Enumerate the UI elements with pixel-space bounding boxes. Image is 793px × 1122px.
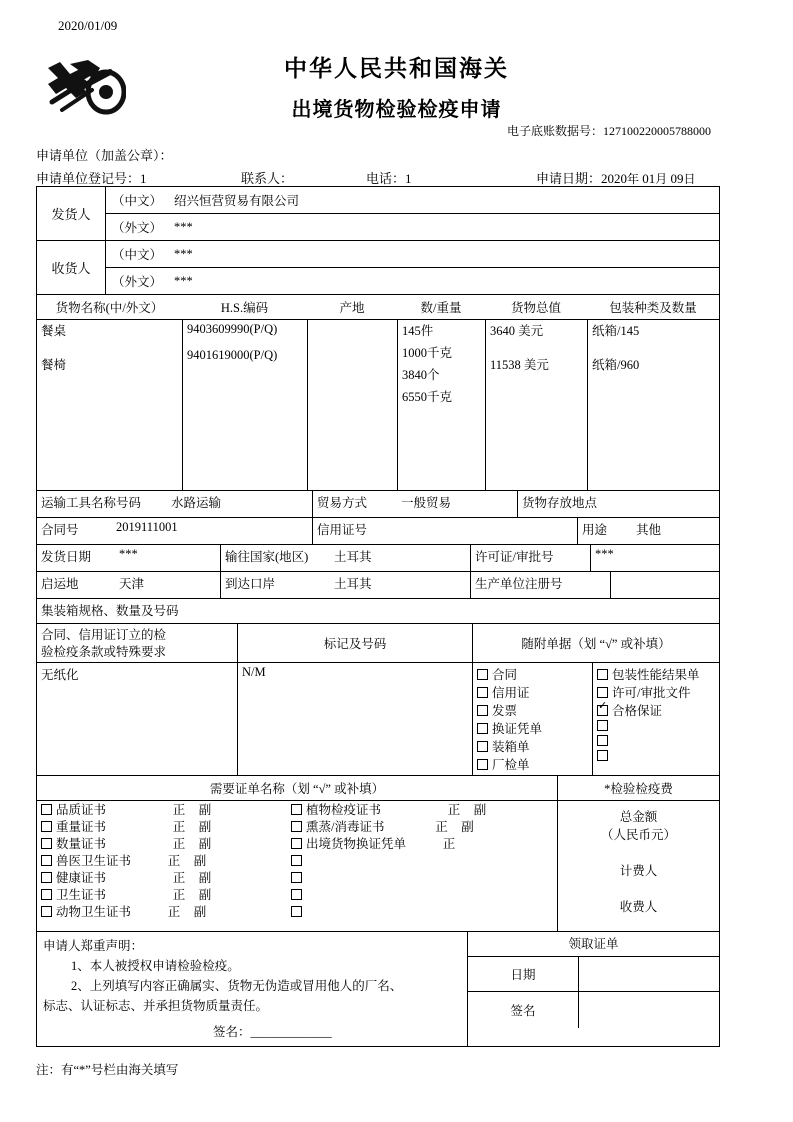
clauses-left-value[interactable]: 无纸化 <box>41 668 79 682</box>
fee-charger-label: 计费人 <box>619 864 658 878</box>
dest-country-label: 输往国家(地区) <box>220 545 330 571</box>
consignee-row <box>37 241 719 295</box>
shipdate-row <box>37 545 719 572</box>
dest-country-value[interactable]: 土耳其 <box>334 550 372 564</box>
tel-value: 1 <box>405 171 412 186</box>
telephone-field <box>366 168 412 187</box>
cert-item[interactable] <box>291 871 553 888</box>
applicant-label: 申请单位（加盖公章）： <box>36 148 173 163</box>
lc-label: 信用证号 <box>312 518 397 544</box>
cert-item[interactable] <box>291 803 553 820</box>
cert-zheng: 正 <box>167 854 181 868</box>
consignee-cn-tag: （中文） <box>112 248 163 262</box>
attachment-item-checked[interactable] <box>597 701 715 719</box>
checkbox-icon[interactable] <box>41 906 52 917</box>
cert-label: 品质证书 <box>56 803 107 817</box>
use-value[interactable]: 其他 <box>636 523 662 537</box>
cert-fu: 副 <box>473 803 487 817</box>
fee-column <box>557 801 719 931</box>
month-unit: 月 <box>655 172 668 186</box>
declaration-signature[interactable] <box>43 1022 461 1042</box>
producer-reg-value[interactable] <box>610 572 719 598</box>
checkbox-icon[interactable] <box>597 687 608 698</box>
goods-qty-0-line1[interactable]: 145件 <box>402 324 434 338</box>
mark-value[interactable]: N/M <box>237 663 472 775</box>
contract-label: 合同号 <box>41 523 79 537</box>
checkbox-icon[interactable] <box>477 723 488 734</box>
goods-header-row <box>37 295 719 320</box>
goods-name-0[interactable]: 餐桌 <box>41 324 67 338</box>
checkbox-icon[interactable] <box>291 889 302 900</box>
permit-value[interactable]: *** <box>590 545 719 571</box>
consignee-chinese-row <box>106 241 719 268</box>
checkbox-icon[interactable] <box>291 821 302 832</box>
cert-label: 卫生证书 <box>56 888 107 902</box>
arrival-port-value[interactable]: 土耳其 <box>334 577 372 591</box>
attachment-label: 换证凭单 <box>492 722 543 736</box>
attachment-label: 厂检单 <box>492 758 530 772</box>
cert-item[interactable] <box>291 905 553 922</box>
cert-zheng: 正 <box>447 803 461 817</box>
certs-column-2 <box>287 801 557 931</box>
cert-fu: 副 <box>198 888 212 902</box>
checkbox-icon[interactable] <box>597 735 608 746</box>
attachment-item[interactable] <box>477 755 588 773</box>
consignor-cn-tag: （中文） <box>112 194 163 208</box>
trade-mode-value[interactable]: 一般贸易 <box>401 496 452 510</box>
cert-item[interactable] <box>41 820 283 837</box>
consignor-label: 发货人 <box>51 207 91 222</box>
cert-zheng: 正 <box>172 837 186 851</box>
cert-label: 植物检疫证书 <box>306 803 382 817</box>
checkbox-icon[interactable] <box>597 720 608 731</box>
checkbox-icon[interactable] <box>477 741 488 752</box>
goods-hs-column <box>182 320 307 490</box>
cert-item[interactable] <box>291 820 553 837</box>
checkbox-icon[interactable] <box>291 855 302 866</box>
consignee-en-value[interactable]: *** <box>174 273 193 288</box>
consignee-label: 收货人 <box>51 261 91 276</box>
clauses-header-row <box>37 624 719 663</box>
goods-origin-0[interactable] <box>312 322 393 344</box>
contact-label: 联系人： <box>241 171 294 186</box>
checkbox-icon[interactable] <box>597 750 608 761</box>
checkbox-icon[interactable] <box>477 759 488 770</box>
attachment-item[interactable] <box>597 683 715 701</box>
attachment-label: 包装性能结果单 <box>612 668 700 682</box>
cert-item[interactable] <box>41 837 283 854</box>
attachment-item[interactable] <box>597 719 715 734</box>
goods-qty-1-line1[interactable]: 3840个 <box>402 368 440 382</box>
goods-value-column <box>485 320 587 490</box>
electronic-ledger-value: 127100220005788000 <box>603 124 711 138</box>
cert-label: 熏蒸/消毒证书 <box>306 820 385 834</box>
receipt-date-value[interactable] <box>578 957 719 991</box>
producer-reg-label: 生产单位注册号 <box>470 572 610 598</box>
attachment-label: 信用证 <box>492 686 530 700</box>
main-form-table <box>36 186 720 1047</box>
consignor-en-value[interactable]: *** <box>174 219 193 234</box>
consignee-values <box>105 241 719 294</box>
checkbox-icon[interactable] <box>477 687 488 698</box>
goods-qty-0-line2[interactable]: 1000千克 <box>402 346 453 360</box>
cert-fu: 副 <box>461 820 474 834</box>
cert-item[interactable] <box>41 888 283 905</box>
document-title <box>0 50 793 122</box>
attachment-item[interactable] <box>597 665 715 683</box>
mark-header: 标记及号码 <box>237 624 472 662</box>
receipt-title: 领取证单 <box>468 932 719 957</box>
clauses-left-header-line1: 合同、信用证订立的检 <box>41 628 167 642</box>
goods-name-column <box>37 320 182 490</box>
transport-tool-row <box>37 491 719 518</box>
applicant-registration-line <box>36 168 756 187</box>
attachment-item[interactable] <box>477 719 588 737</box>
apply-day: 09 <box>670 171 684 186</box>
checkbox-icon[interactable] <box>477 705 488 716</box>
cert-label: 数量证书 <box>56 837 107 851</box>
goods-name-header: 货物名称(中/外文） <box>55 301 164 315</box>
checkbox-icon[interactable] <box>597 669 608 680</box>
consignor-values <box>105 187 719 240</box>
electronic-ledger-number <box>507 122 711 139</box>
goods-qty-header: 数/重量 <box>420 301 462 315</box>
declaration-row <box>37 932 719 1046</box>
goods-package-header: 包装种类及数量 <box>609 301 697 315</box>
apply-date-label: 申请日期： <box>536 171 602 186</box>
apply-date-field <box>536 168 696 187</box>
cert-zheng: 正 <box>172 820 186 834</box>
cert-zheng: 正 <box>435 820 448 834</box>
attachment-item[interactable] <box>477 737 588 755</box>
declaration-item-1: 1、本人被授权申请检验检疫。 <box>71 959 240 973</box>
attachment-label: 合格保证 <box>612 704 663 718</box>
consignor-cn-value[interactable]: 绍兴恒营贸易有限公司 <box>174 194 300 208</box>
declaration-signature-label: 签名： <box>213 1025 251 1039</box>
goods-origin-1[interactable] <box>312 344 393 366</box>
consignee-en-tag: （外文） <box>112 275 163 289</box>
fee-total-label: 总金额 <box>619 810 658 824</box>
consignor-chinese-row <box>106 187 719 214</box>
cert-label: 出境货物换证凭单 <box>306 837 407 851</box>
checkbox-icon[interactable] <box>291 838 302 849</box>
title-line-2: 出境货物检验检疫申请 <box>291 99 502 121</box>
checkbox-icon[interactable] <box>41 838 52 849</box>
attachments-column-1 <box>472 663 592 775</box>
checkbox-icon[interactable] <box>41 855 52 866</box>
apply-year: 2020 <box>601 171 628 186</box>
declaration-block <box>37 932 467 1046</box>
goods-package-1[interactable]: 纸箱/960 <box>592 358 640 372</box>
certs-column-1 <box>37 801 287 931</box>
applicant-reg-value: 1 <box>140 171 147 186</box>
applicant-reg-label: 申请单位登记号： <box>36 171 141 186</box>
goods-value-header: 货物总值 <box>510 301 561 315</box>
goods-hs-0[interactable]: 9403609990(P/Q) <box>187 322 278 336</box>
goods-package-0[interactable]: 纸箱/145 <box>592 324 640 338</box>
storage-location-label: 货物存放地点 <box>517 491 719 517</box>
clauses-left-header-line2: 验检疫条款或特殊要求 <box>41 645 167 659</box>
fee-currency-label: （人民币元） <box>600 828 676 842</box>
cert-item[interactable] <box>41 803 283 820</box>
cert-item[interactable] <box>291 837 553 854</box>
cert-item[interactable] <box>41 871 283 888</box>
electronic-ledger-label: 电子底账数据号： <box>506 124 603 138</box>
consignor-foreign-row <box>106 214 719 240</box>
checkbox-icon[interactable] <box>41 804 52 815</box>
receipt-sign-label: 签名 <box>510 1004 536 1018</box>
cert-zheng: 正 <box>442 837 456 851</box>
declaration-signature-line: _____________ <box>250 1025 332 1039</box>
cert-item[interactable] <box>41 854 283 871</box>
departure-row <box>37 572 719 599</box>
cert-zheng: 正 <box>172 888 186 902</box>
cert-label: 健康证书 <box>56 871 107 885</box>
consignee-foreign-row <box>106 268 719 294</box>
checkbox-icon[interactable] <box>291 906 302 917</box>
checkbox-icon[interactable] <box>41 872 52 883</box>
departure-label: 启运地 <box>41 577 79 591</box>
attachments-column-2 <box>592 663 719 775</box>
goods-hs-1[interactable]: 9401619000(P/Q) <box>187 348 278 362</box>
applicant-company-line <box>36 145 173 164</box>
attachment-item[interactable] <box>477 665 588 683</box>
attachment-label: 发票 <box>492 704 518 718</box>
cert-fu: 副 <box>198 820 212 834</box>
title-line-1: 中华人民共和国海关 <box>284 56 509 81</box>
checkbox-checked-icon[interactable] <box>597 705 608 716</box>
contract-value[interactable]: 2019111001 <box>116 520 178 534</box>
certs-header: 需要证单名称（划 “√” 或补填） <box>209 782 385 796</box>
trade-mode-label: 贸易方式 <box>312 491 397 517</box>
checkbox-icon[interactable] <box>291 872 302 883</box>
departure-value[interactable]: 天津 <box>119 577 145 591</box>
declaration-item-2: 2、上列填写内容正确属实、货物无伪造或冒用他人的厂名、 <box>71 979 403 993</box>
checkbox-icon[interactable] <box>477 669 488 680</box>
cert-label: 重量证书 <box>56 820 107 834</box>
cert-item[interactable] <box>41 905 283 922</box>
transport-tool-label: 运输工具名称号码 <box>41 496 142 510</box>
cert-label: 动物卫生证书 <box>56 905 132 919</box>
lc-value[interactable] <box>397 518 577 544</box>
checkbox-icon[interactable] <box>41 889 52 900</box>
attachments-header: 随附单据（划 “√” 或补填） <box>472 624 719 662</box>
permit-label: 许可证/审批号 <box>470 545 590 571</box>
goods-qty-column <box>397 320 485 490</box>
attachment-item[interactable] <box>597 734 715 749</box>
container-row <box>37 599 719 624</box>
ship-date-label: 发货日期 <box>41 550 92 564</box>
apply-month: 01 <box>642 171 656 186</box>
goods-origin-column <box>307 320 397 490</box>
clauses-left-header <box>37 624 237 662</box>
goods-origin-header: 产地 <box>339 301 365 315</box>
cert-fu: 副 <box>198 871 212 885</box>
fee-total-value[interactable] <box>562 843 715 859</box>
cert-zheng: 正 <box>172 803 186 817</box>
arrival-port-label: 到达口岸 <box>220 572 330 598</box>
cert-label: 兽医卫生证书 <box>56 854 132 868</box>
consignor-en-tag: （外文） <box>112 221 163 235</box>
fee-header: *检验检疫费 <box>557 776 719 800</box>
cert-item[interactable] <box>291 854 553 871</box>
cert-fu: 副 <box>198 803 212 817</box>
declaration-item-2-cont: 标志、认证标志、并承担货物质量责任。 <box>43 999 269 1013</box>
attachment-item[interactable] <box>477 683 588 701</box>
goods-value-0[interactable]: 3640 美元 <box>490 324 544 338</box>
tel-label: 电话： <box>366 171 406 186</box>
attachment-item[interactable] <box>597 749 715 764</box>
cert-fu: 副 <box>198 837 212 851</box>
clauses-body-row <box>37 663 719 776</box>
receipt-sign-value[interactable] <box>578 992 719 1028</box>
fee-collector-value[interactable] <box>562 915 715 925</box>
transport-tool-value[interactable]: 水路运输 <box>171 496 222 510</box>
fee-collector-label: 收费人 <box>619 900 658 914</box>
certs-header-row <box>37 776 719 801</box>
consignee-cn-value[interactable]: *** <box>174 246 193 261</box>
attachment-item[interactable] <box>477 701 588 719</box>
cert-zheng: 正 <box>167 905 181 919</box>
ship-date-value[interactable]: *** <box>119 547 138 561</box>
attachment-label: 合同 <box>492 668 518 682</box>
container-label: 集装箱规格、数量及号码 <box>41 604 179 618</box>
cert-zheng: 正 <box>172 871 186 885</box>
use-label: 用途 <box>577 518 632 544</box>
footer-note: 注：有“*”号栏由海关填写 <box>36 1063 179 1077</box>
consignor-row <box>37 187 719 241</box>
checkbox-icon[interactable] <box>291 804 302 815</box>
goods-hs-header: H.S.编码 <box>220 301 269 315</box>
checkbox-icon[interactable] <box>41 821 52 832</box>
goods-package-column <box>587 320 719 490</box>
receipt-block <box>467 932 719 1046</box>
cert-item[interactable] <box>291 888 553 905</box>
certs-body-row <box>37 801 719 932</box>
fee-charger-value[interactable] <box>562 879 715 893</box>
top-date: 2020/01/09 <box>58 18 118 33</box>
receipt-date-label: 日期 <box>510 968 536 982</box>
attachment-label: 装箱单 <box>492 740 530 754</box>
attachment-label: 许可/审批文件 <box>612 686 691 700</box>
goods-name-1[interactable]: 餐椅 <box>41 358 67 372</box>
goods-body-row <box>37 320 719 491</box>
contract-row <box>37 518 719 545</box>
cert-fu: 副 <box>193 905 207 919</box>
goods-value-1[interactable]: 11538 美元 <box>490 358 549 372</box>
year-unit: 年 <box>627 172 640 186</box>
declaration-title: 申请人郑重声明： <box>43 939 144 953</box>
goods-qty-1-line2[interactable]: 6550千克 <box>402 390 453 404</box>
cert-fu: 副 <box>193 854 207 868</box>
day-unit: 日 <box>683 172 696 186</box>
